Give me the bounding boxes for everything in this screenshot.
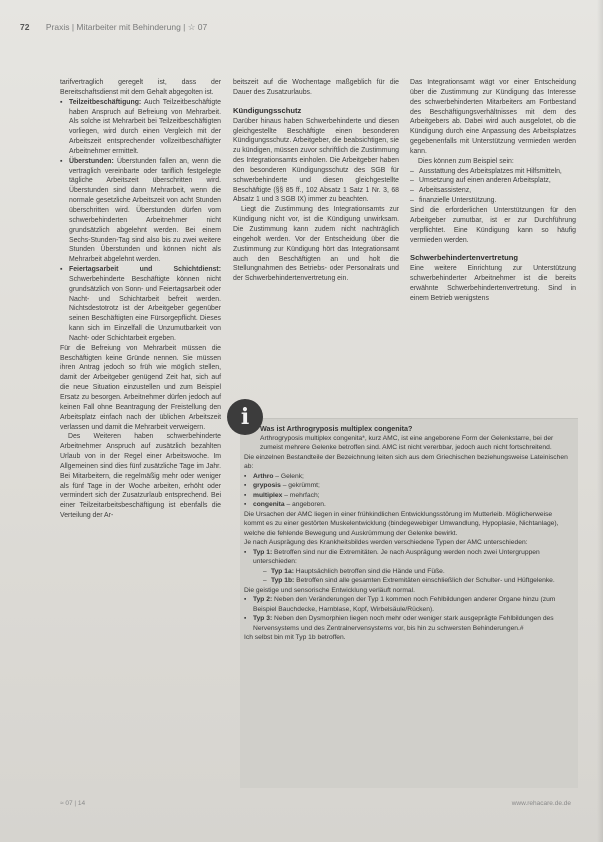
list-item xyxy=(263,567,574,577)
info-box-title: Was ist Arthrogryposis multiplex congenita? xyxy=(260,424,413,433)
section-heading-schwerbehindertenvertretung: Schwerbehindertenvertretung xyxy=(410,253,519,263)
col3-list xyxy=(410,167,576,206)
list-term: Typ 1a: xyxy=(271,567,294,575)
list-item xyxy=(60,98,221,157)
list-item xyxy=(244,472,574,482)
list-item xyxy=(60,157,221,265)
section-heading-kuendigungsschutz: Kündigungsschutz xyxy=(233,105,302,115)
col3-paragraph: Sind die erforderlichen Unterstützungen für den Arbeitgeber zumutbar, ist er zur Durchführung verpflichtet. Eine Kündigung kann so häufig vermieden werden. xyxy=(410,206,576,244)
col3-paragraph: Dies können zum Beispiel sein: xyxy=(418,157,514,165)
scan-edge-shadow xyxy=(597,0,603,842)
list-item: – finanzielle Unterstützung. xyxy=(410,196,576,206)
page-number: 72 xyxy=(20,22,30,32)
list-text: – gekrümmt; xyxy=(280,482,320,489)
list-term: multiplex xyxy=(253,491,283,499)
list-text: Hauptsächlich betroffen sind die Hände und Füße. xyxy=(293,567,445,575)
list-item xyxy=(244,491,574,501)
col3-paragraph: Das Integrationsamt wägt vor einer Entscheidung über die Zustimmung zur Kündigung das Interesse des schwerbehinderten Mitarbeiters am Fortbestand des Beschäftigungsverhältnisses mit dem des Arbeitgebers ab. Dabei wird auch ausgelotet, ob die Kündigung durch eine Anpassung des Arbeitsplatzes gegebenenfalls mit Unterstützung vermieden werden kann. xyxy=(410,79,576,155)
info-box-intro: Arthrogryposis multiplex congenita*, kurz AMC, ist eine angeborene Form der Gelenkstarre, bei der zumeist mehrere Gelenke betroffen sind. AMC ist nicht vererbbar, jedoch auch nicht fortschreitend. xyxy=(260,434,554,451)
list-term: Typ 2: xyxy=(253,596,273,603)
list-term: Feiertagsarbeit und Schichtdienst: xyxy=(69,266,221,274)
list-item: – Arbeitsassistenz, xyxy=(410,186,576,196)
info-box-content xyxy=(244,424,574,643)
list-term: gryposis xyxy=(253,482,281,489)
list-text: Überstunden fallen an, wenn die vertraglich vereinbarte oder tariflich festgelegte tägliche Arbeitszeit überschritten wird. Überstunden sind dann Mehrarbeit, wenn die normale gesetzliche Arbeitszeit von acht Stunden überschritten wird. Überstunden dürfen vom schwerbehinderten Arbeitnehmer nicht grundsätzlich abgelehnt werden. Bei einem Sechs-Stunden-Tag sind also bis zu zwei weitere Stunden Überstunden und können nicht als Mehrarbeit abgelehnt werden. xyxy=(69,157,221,264)
col2-paragraph: Liegt die Zustimmung des Integrationsamts zur Kündigung nicht vor, ist die Kündigung unwirksam. Die Zustimmung kann zudem nicht nachträglich eingeholt werden. Vor der Entscheidung über die Zustimmung zur Kündigung hört das Integrationsamt auch den Beschäftigten an und holt die Stellungnahmen des Betriebs- oder Personalrats und der Schwerbehindertenvertretung ein. xyxy=(233,206,399,283)
list-item xyxy=(244,481,574,491)
col3-paragraph: Eine weitere Einrichtung zur Unterstützung schwerbehinderter Arbeitnehmer ist die bereits erwähnte Schwerbehindertenvertretung. Sind in einem Betrieb wenigstens xyxy=(410,265,576,302)
list-text: Betroffen sind alle gesamten Extremitäten einschließlich der Schulter- und Hüftgelenke. xyxy=(294,577,555,584)
column-1 xyxy=(60,78,221,521)
info-box-closing: Ich selbst bin mit Typ 1b betroffen. xyxy=(244,634,346,641)
footer-issue: ≈ 07 | 14 xyxy=(60,800,86,807)
footer-url: www.rehacare.de.de xyxy=(511,800,571,807)
list-text: Betroffen sind nur die Extremitäten. Je nach Ausprägung werden noch zwei Untergruppen unterschieden: xyxy=(253,548,540,565)
list-term: Arthro xyxy=(253,472,274,480)
col2-paragraph: Darüber hinaus haben Schwerbehinderte und diesen gleichgestellte Beschäftigte einen besonderen Kündigungsschutz. Arbeitgeber, die beabsichtigen, sie zu kündigen, müssen zuvor schriftlich die Zustimmung des Integrationsamts einholen. Die Arbeitgeber haben den besonderen Kündigungsschutz des SGB für schwerbehinderte und diesen gleichgestellte Beschäftigte (§§ 85 ff., 102 Absatz 1 Satz 1 Nr. 3, 68 Absatz 1 und 3 SGB IX) immer zu beachten. xyxy=(233,117,399,204)
list-item xyxy=(244,595,574,614)
types-list-continued xyxy=(244,595,574,633)
col1-list xyxy=(60,98,221,344)
list-item xyxy=(263,576,574,586)
column-3 xyxy=(410,78,576,304)
subtypes-list xyxy=(263,567,574,586)
column-2 xyxy=(233,78,399,284)
list-item: – Umsetzung auf einen anderen Arbeitsplatz, xyxy=(410,176,576,186)
types-list xyxy=(244,548,574,586)
running-title: Praxis | Mitarbeiter mit Behinderung | ☆ 07 xyxy=(45,22,208,32)
list-item: – Ausstattung des Arbeitsplatzes mit Hilfsmitteln, xyxy=(410,167,576,177)
list-text: Neben den Dysmorphien liegen noch mehr oder weniger stark ausgeprägte Fehlbildungen des Nervensystems und des Zentralnervensystems vor, bis hin zu schwersten Behinderungen.# xyxy=(253,615,554,632)
info-box-note: Die geistige und sensorische Entwicklung verläuft normal. xyxy=(244,586,415,594)
info-icon: i xyxy=(227,399,263,435)
etymology-list xyxy=(244,472,574,510)
list-text: Neben den Veränderungen der Typ 1 kommen noch Fehlbildungen anderer Organe hinzu (zum Beispiel Bauchdecke, Harnblase, Kopf, Wirbelsäule/Rücken). xyxy=(253,596,556,613)
list-text: Schwerbehinderte Beschäftigte können nicht grundsätzlich von Sonn- und Feiertagsarbeit oder Nacht- und Schichtarbeit befreit werden. Nichtsdestotrotz ist der Arbeitgeber gegenüber seinen Beschäftigten eine Fürsorgepflicht. Dieses kann sich im Einzelfall die Unzumutbarkeit von Nacht- oder Schichtarbeit ergeben. xyxy=(69,275,221,342)
list-term: Typ 1b: xyxy=(271,577,295,584)
list-term: Teilzeitbeschäftigung: xyxy=(69,98,142,106)
list-term: Typ 3: xyxy=(253,615,273,622)
list-term: Typ 1: xyxy=(253,548,273,556)
list-item xyxy=(244,614,574,633)
list-text: – Gelenk; xyxy=(273,472,304,480)
col1-intro: tarifvertraglich geregelt ist, dass der Bereitschaftsdienst mit dem Gehalt abgegolten ist. xyxy=(60,79,221,96)
list-item xyxy=(60,265,221,344)
col2-intro: beitszeit auf die Wochentage maßgeblich für die Dauer des Zusatzurlaubs. xyxy=(233,79,399,96)
list-item xyxy=(244,500,574,510)
col1-paragraph: Des Weiteren haben schwerbehinderte Arbeitnehmer Anspruch auf zusätzlich bezahlten Urlaub von in der Regel einer Arbeitswoche. Im Allgemeinen sind dies fünf zusätzliche Tage im Jahr. Bei Mitarbeitern, die regelmäßig mehr oder weniger als fünf Tage in der Woche arbeiten, erhöht oder vermindert sich der Zusatzurlaub entsprechend. Bei einer Teilzeitarbeitsbeschäftigung ist ebenfalls die Verteilung der Ar- xyxy=(60,433,221,520)
list-term: congenita xyxy=(253,501,285,508)
list-text: – angeboren. xyxy=(284,501,326,508)
info-box-causes: Die Ursachen der AMC liegen in einer frühkindlichen Entwicklungsstörung im Mutterleib. Möglicherweise kommt es zu einer gestörten Muskelentwicklung (bindegewebiger Umwandlung, Hypoplasie, Nichtanlage), welche die fehlende Bewegung und Auskrümmung der Gelenke bewirkt. xyxy=(244,510,559,537)
info-box-etym-intro: Die einzelnen Bestandteile der Bezeichnung leiten sich aus dem Griechischen beziehungsweise Lateinischen ab: xyxy=(244,453,568,470)
running-header xyxy=(20,22,420,33)
info-box-types-intro: Je nach Ausprägung des Krankheitsbildes werden verschiedene Typen der AMC unterschieden: xyxy=(244,539,528,546)
list-text: Auch Teilzeitbeschäftigte haben Anspruch auf Befreiung von Mehrarbeit. Als solche ist Mehrarbeit bei Teilzeitbeschäftigten vorliegen, wird durch einen Vergleich mit der Arbeitszeit entsprechender vollzeitbeschäftigter Arbeitnehmer ermittelt. xyxy=(69,98,221,155)
list-item xyxy=(244,548,574,586)
list-text: – mehrfach; xyxy=(282,491,320,499)
col1-paragraph: Für die Befreiung von Mehrarbeit müssen die Beschäftigten keine Gründe nennen. Sie müssen ihren Antrag jedoch so früh wie möglich stellen, damit der Arbeitgeber genügend Zeit hat, sich auf die neue Situation einzustellen und zum Beispiel Ersatz zu besorgen. Arbeitnehmer dürfen jedoch auf keinen Fall ohne Beantragung der Freistellung den Arbeitsplatz einfach nach der üblichen Arbeitszeit verlassen und damit die Mehrarbeit verweigern. xyxy=(60,344,221,431)
list-term: Überstunden: xyxy=(69,157,114,165)
